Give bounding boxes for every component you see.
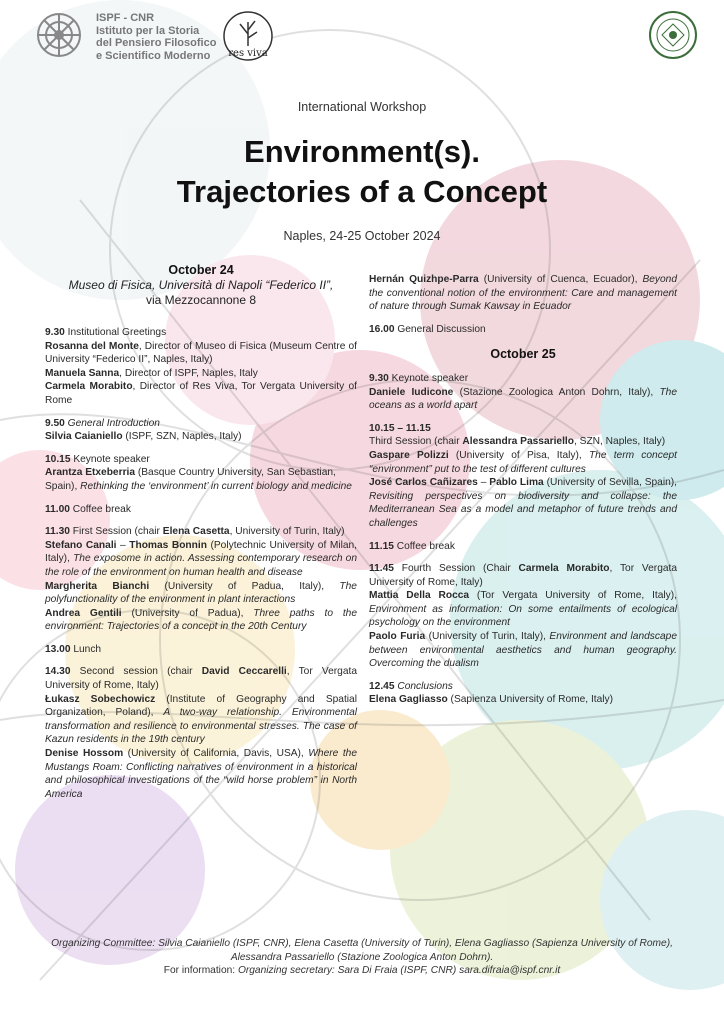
program-left-column (45, 262, 357, 810)
session4-block: 11.45 Fourth Session (Chair Carmela Morabito, Tor Vergata University of Rome, Italy) Mattia Della Rocca (Tor Vergata University of Rome, Italy), Environment as information: On some entailments of ecological psychology on the environment Paolo Furia (University of Turin, Italy), Environment and landscape between environmental aesthetics and human geography. Overcoming the dualism (369, 563, 678, 670)
program-right-column (369, 273, 677, 716)
ispf-cnr-name: ISPF - CNR Istituto per la Storia del Pensiero Filosofico e Scientifico Moderno (96, 12, 217, 62)
lunch-block: 13.00 Lunch (45, 643, 102, 655)
res-viva-logo (222, 10, 274, 62)
coffee-break-1: 11.00 Coffee break (45, 503, 131, 515)
session2-continued: Hernán Quizhpe-Parra (University of Cuenca, Ecuador), Beyond the conventional notion of the environment: Care and management of nature through Sumak Kawsay in Ecuador (369, 274, 678, 313)
page-title (0, 132, 724, 212)
greetings-block: 9.30 Institutional Greetings Rosanna del Monte, Director of Museo di Fisica (Museum Centre of University “Federico II”, Naples, Italy) Manuela Sanna, Director of ISPF, Naples, Italy Carmela Morabito, Director of Res Viva, Tor Vergata University of Rome (45, 327, 358, 406)
footer (40, 937, 684, 978)
day1-heading: October 24 (168, 263, 234, 277)
session1-block: 11.30 First Session (chair Elena Casetta, University of Turin, Italy) Stefano Canali – Thomas Bonnin (Polytechnic University of Milan, Italy), The exposome in action. Assessing contemporary research on the role of the environment on human health and disease Margherita Bianchi (University of Padua, Italy), The polyfunctionality of the environment in plant interactions Andrea Gentili (University of Padua), Three paths to the environment: Trajectories of a concept in the 20th Century (45, 526, 358, 633)
introduction-block: 9.50 General Introduction Silvia Caianiello (ISPF, SZN, Naples, Italy) (45, 417, 242, 443)
event-type: International Workshop (297, 100, 427, 114)
day2-heading: October 25 (490, 347, 556, 362)
conclusions-block: 12.45 Conclusions Elena Gagliasso (Sapienza University of Rome, Italy) (369, 680, 614, 706)
keynote1-block: 10.15 Keynote speaker Arantza Etxeberria (Basque Country University, San Sebastian, Spain), Rethinking the ‘environment’ in current biology and medicine (45, 453, 352, 492)
title-line-1: Environment(s). (244, 134, 480, 169)
location-dates: Naples, 24-25 October 2024 (283, 229, 441, 243)
contact-info: For information: Organizing secretary: Sara Di Fraia (ISPF, CNR) sara.difraia@ispf.cnr.it (163, 965, 561, 976)
discussion-block: 16.00 General Discussion (369, 323, 486, 335)
title-line-2: Trajectories of a Concept (176, 174, 548, 209)
session2-block: 14.30 Second session (chair David Ceccarelli, Tor Vergata University of Rome, Italy) Łukasz Sobechowicz (Institute of Geography and Spatial Organization, Poland), A two-way relationship. Environmental transformation and resilience to environmental stresses. The case of Kazun residents in the 19th century Denise Hossom (University of California, Davis, USA), Where the Mustangs Roam: Conflicting narratives of environment in a historical and philosophical investigations of the “wild horse problem” in North America (45, 666, 358, 800)
university-seal-icon (648, 10, 698, 60)
keynote2-block: 9.30 Keynote speaker Daniele Iudicone (Stazione Zoologica Anton Dohrn, Italy), The oceans as a world apart (369, 372, 677, 412)
ispf-logo-icon (36, 12, 82, 58)
organizing-committee: Organizing Committee: Silvia Caianiello (ISPF, CNR), Elena Casetta (University of Turin), Elena Gagliasso (Sapienza University of Rome), Alessandra Passariello (Stazione Zoologica Anton Dohrn). (51, 938, 673, 963)
session3-block: 10.15 – 11.15 Third Session (chair Alessandra Passariello, SZN, Naples, Italy) Gaspare Polizzi (University of Pisa, Italy), The term concept “environment” put to the test of different cultures José Carlos Cañizares – Pablo Lima (University of Sevilla, Spain), Revisiting perspectives on biodiversity and collapse: the Mediterranean Sea as a model and metaphor of future trends and challenges (369, 422, 677, 529)
coffee-break-2: 11.15 Coffee break (369, 540, 455, 552)
day1-venue: Museo di Fisica, Università di Napoli “Federico II”, via Mezzocannone 8 (68, 278, 334, 307)
res-viva-label: res viva (228, 48, 268, 59)
